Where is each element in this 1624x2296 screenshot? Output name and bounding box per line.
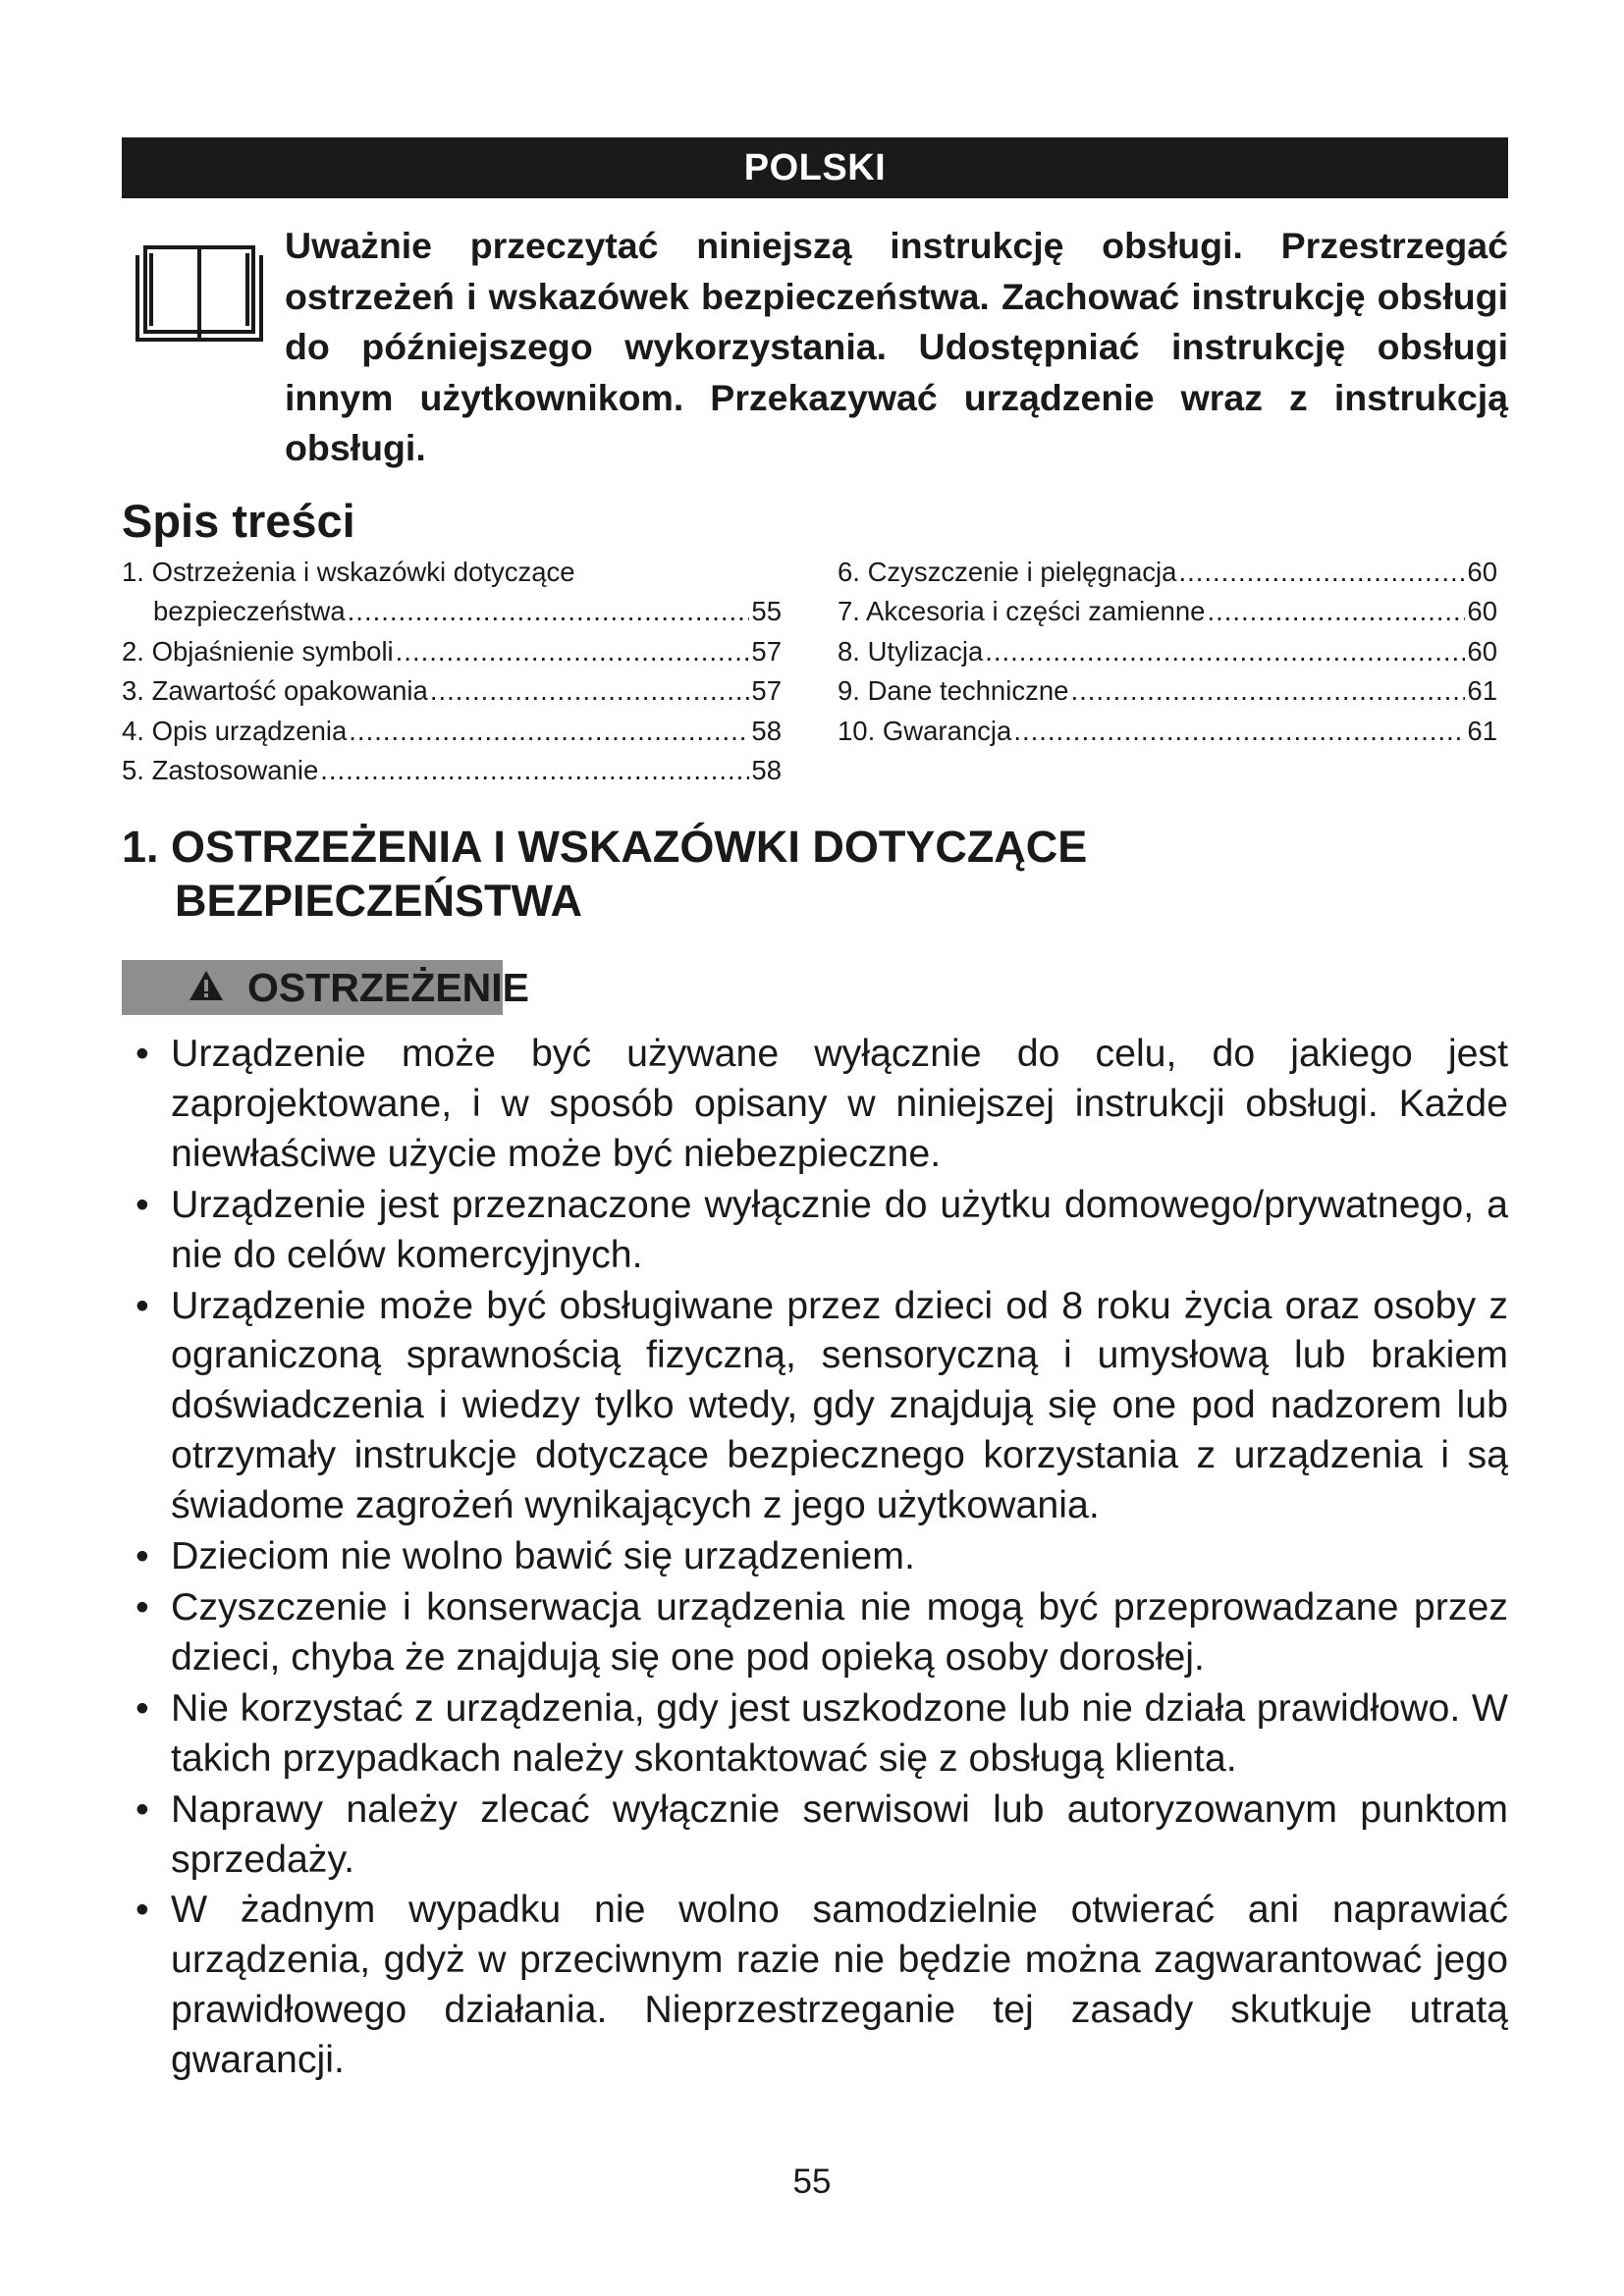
bullet-icon: • <box>135 1032 149 1075</box>
list-item: • Naprawy należy zlecać wyłącznie serwisowi lub autoryzowanym punktom sprzedaży. <box>135 1785 1508 1885</box>
section-heading-line1: 1. OSTRZEŻENIA I WSKAZÓWKI DOTYCZĄCE <box>122 822 1088 872</box>
toc-item-label: 5. Zastosowanie <box>122 755 319 786</box>
list-item: • Urządzenie może być używane wyłącznie do celu, do jakiego jest zaprojektowane, i w sposób opisany w niniejszej instrukcji obsługi. Każde niewłaściwe użycie może być niebezpieczne. <box>135 1029 1508 1179</box>
toc-item-page: 57 <box>751 635 782 667</box>
toc-item[interactable] <box>122 712 782 751</box>
toc-item-label: 2. Objaśnienie symboli <box>122 635 394 667</box>
toc-item-label: 8. Utylizacja <box>838 635 984 667</box>
toc-item[interactable] <box>122 553 782 592</box>
toc-item-page: 61 <box>1467 715 1497 746</box>
bullet-icon: • <box>135 1584 149 1629</box>
toc-item[interactable] <box>122 671 782 711</box>
toc-item-label: bezpieczeństwa <box>153 596 346 627</box>
toc-item-page: 57 <box>751 675 782 707</box>
bullet-icon: • <box>135 1787 149 1831</box>
toc-item-label: 7. Akcesoria i części zamienne <box>838 596 1206 627</box>
bullet-icon: • <box>135 1685 149 1730</box>
open-book-icon <box>132 236 267 346</box>
toc-leader-dots <box>349 712 749 751</box>
toc-item-label: 1. Ostrzeżenia i wskazówki dotyczące <box>122 557 575 587</box>
toc-item-page: 55 <box>751 596 782 627</box>
toc-column-right <box>838 553 1497 751</box>
list-item: • Urządzenie może być obsługiwane przez dzieci od 8 roku życia oraz osoby z ograniczoną sprawnością fizyczną, sensoryczną i umysłową lub brakiem doświadczenia i wiedzy tylko wtedy, gdy znajdują się one pod nadzorem lub otrzymały instrukcje dotyczące bezpiecznego korzystania z urządzenia i są świadome zagrożeń wynikających z jego użytkowania. <box>135 1281 1508 1531</box>
list-item: • W żadnym wypadku nie wolno samodzielnie otwierać ani naprawiać urządzenia, gdyż w przeciwnym razie nie będzie można zagwarantować jego prawidłowego działania. Nieprzestrzeganie tej zasady skutkuje utratą gwarancji. <box>135 1885 1508 2085</box>
bullet-icon: • <box>135 1888 149 1932</box>
bullet-icon: • <box>135 1182 149 1226</box>
toc-leader-dots <box>1178 553 1465 592</box>
toc-item-page: 58 <box>751 715 782 746</box>
toc-column-left <box>122 553 782 790</box>
toc-item[interactable] <box>122 592 782 631</box>
list-item: • Czyszczenie i konserwacja urządzenia nie mogą być przeprowadzane przez dzieci, chyba że znajdują się one pod opieką osoby dorosłej. <box>135 1582 1508 1682</box>
list-item: • Urządzenie jest przeznaczone wyłącznie do użytku domowego/prywatnego, a nie do celów komercyjnych. <box>135 1180 1508 1280</box>
toc-leader-dots <box>396 632 750 671</box>
list-item: • Nie korzystać z urządzenia, gdy jest uszkodzone lub nie działa prawidłowo. W takich przypadkach należy skontaktować się z obsługą klienta. <box>135 1683 1508 1784</box>
toc-item-label: 9. Dane techniczne <box>838 675 1069 707</box>
toc-item[interactable] <box>122 632 782 671</box>
list-item: • Dzieciom nie wolno bawić się urządzeniem. <box>135 1531 1508 1581</box>
toc-item-label: 4. Opis urządzenia <box>122 715 348 746</box>
toc-item[interactable] <box>838 671 1497 711</box>
language-label: POLSKI <box>743 146 887 188</box>
toc-leader-dots <box>320 751 749 790</box>
toc-item[interactable] <box>838 712 1497 751</box>
toc-item[interactable] <box>838 592 1497 631</box>
toc-leader-dots <box>348 592 750 631</box>
language-header-bar <box>122 137 1508 198</box>
toc-item-page: 60 <box>1467 596 1497 627</box>
section-heading-line2: BEZPIECZEŃSTWA <box>175 876 583 926</box>
toc-item[interactable] <box>838 632 1497 671</box>
toc-item-page: 60 <box>1467 635 1497 667</box>
toc-item-page: 60 <box>1467 557 1497 587</box>
toc-title: Spis treści <box>122 495 355 547</box>
toc-item[interactable] <box>122 751 782 790</box>
section-heading <box>122 820 1508 928</box>
toc-leader-dots <box>430 671 750 711</box>
page-number: 55 <box>792 2163 832 2201</box>
intro-instructions-text: Uważnie przeczytać niniejszą instrukcję obsługi. Przestrzegać ostrzeżeń i wskazówek bezpieczeństwa. Zachować instrukcję obsługi do późniejszego wykorzystania. Udostępniać instrukcję obsługi innym użytkownikom. Przekazywać urządzenie wraz z instrukcją obsługi. <box>285 225 1508 468</box>
toc-item-label: 3. Zawartość opakowania <box>122 675 428 707</box>
toc-item-page: 58 <box>751 755 782 786</box>
toc-item-page: 61 <box>1467 675 1497 707</box>
warning-label <box>187 960 529 1015</box>
toc-leader-dots <box>1070 671 1465 711</box>
toc-leader-dots <box>985 632 1465 671</box>
toc-item-label: 10. Gwarancja <box>838 715 1012 746</box>
toc-leader-dots <box>1013 712 1465 751</box>
bullet-icon: • <box>135 1283 149 1327</box>
warning-label-text: OSTRZEŻENIE <box>247 964 530 1010</box>
warning-bullet-list <box>135 1029 1508 2086</box>
toc-item[interactable] <box>838 553 1497 592</box>
toc-leader-dots <box>1207 592 1465 631</box>
bullet-icon: • <box>135 1534 149 1578</box>
toc-item-label: 6. Czyszczenie i pielęgnacja <box>838 557 1177 587</box>
